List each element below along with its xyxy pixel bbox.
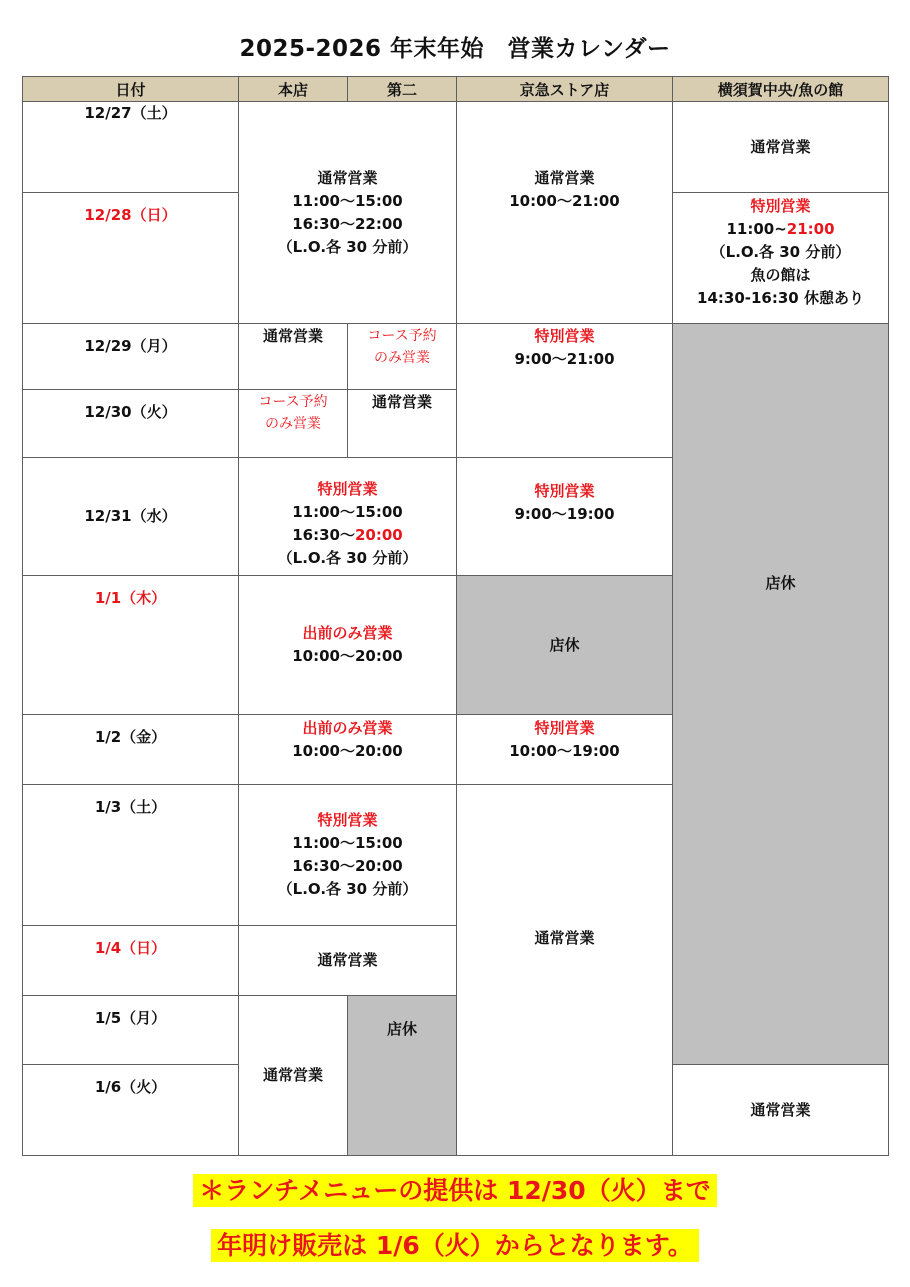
date-cell-0105: 1/5（月） <box>23 996 239 1065</box>
keikyu-0103-0106 <box>457 785 673 1156</box>
cell-line: 11:00～15:00 <box>292 502 403 521</box>
cell-line: 通常営業 <box>750 137 811 156</box>
special-label: 特別営業 <box>534 482 595 500</box>
yokosuka-0106 <box>673 1065 889 1156</box>
notice-lunch <box>0 1171 910 1207</box>
time-red: 20:00 <box>355 525 403 544</box>
cell-line: 11:00～15:00 <box>292 191 403 210</box>
date-cell-1230: 12/30（火） <box>23 390 239 458</box>
time-prefix: 16:30～ <box>292 525 355 544</box>
yokosuka-closed-1229-0105 <box>673 324 889 1065</box>
cell-line: 通常営業 <box>262 1066 323 1084</box>
special-label: 特別営業 <box>534 327 595 345</box>
cell-line: 通常営業 <box>534 168 595 187</box>
cell-line: （L.O.各 30 分前） <box>277 880 418 898</box>
date-cell-0106: 1/6（火） <box>23 1065 239 1156</box>
honten-daini-0102 <box>239 715 457 785</box>
header-keikyu: 京急ストア店 <box>457 77 673 102</box>
closed-label: 店休 <box>549 635 580 654</box>
special-label: 特別営業 <box>317 811 378 829</box>
special-label: 特別営業 <box>750 197 811 215</box>
special-label: 特別営業 <box>534 719 595 737</box>
header-honten: 本店 <box>239 77 348 102</box>
special-label: 出前のみ営業 <box>302 624 393 642</box>
cell-line: 10:00～19:00 <box>509 742 620 760</box>
cell-line: 通常営業 <box>371 393 432 411</box>
date-cell-1231: 12/31（水） <box>23 458 239 576</box>
cell-line: （L.O.各 30 分前） <box>710 243 851 261</box>
date-cell-1228: 12/28（日） <box>23 193 239 324</box>
cell-line: 通常営業 <box>750 1100 811 1119</box>
date-cell-0104: 1/4（日） <box>23 926 239 996</box>
notice-lunch-text: ＊ランチメニューの提供は 12/30（火）まで <box>193 1174 716 1207</box>
keikyu-1231 <box>457 458 673 576</box>
cell-line: 通常営業 <box>534 929 595 947</box>
honten-0105-0106 <box>239 996 348 1156</box>
cell-line: （L.O.各 30 分前） <box>277 548 418 567</box>
cell-line <box>673 218 888 241</box>
daini-1229 <box>348 324 457 390</box>
header-daini: 第二 <box>348 77 457 102</box>
date-cell-0101: 1/1（木） <box>23 576 239 715</box>
closed-label: 店休 <box>765 574 796 592</box>
keikyu-0102 <box>457 715 673 785</box>
time-prefix: 11:00~ <box>726 220 787 238</box>
cell-line: コース予約 <box>258 394 328 410</box>
cell-line: 9:00～19:00 <box>514 505 615 523</box>
table-row <box>23 324 889 390</box>
date-cell-1227: 12/27（土） <box>23 102 239 193</box>
table-row <box>23 102 889 193</box>
honten-daini-1231 <box>239 458 457 576</box>
header-row <box>23 77 889 102</box>
special-label: 出前のみ営業 <box>302 719 393 737</box>
cell-line: 16:30～20:00 <box>292 857 403 875</box>
cell-line: 11:00～15:00 <box>292 834 403 852</box>
notice-new-year <box>0 1226 910 1262</box>
time-red: 21:00 <box>786 220 835 238</box>
honten-1229 <box>239 324 348 390</box>
honten-daini-0103 <box>239 785 457 926</box>
notice-new-year-text: 年明け販売は 1/6（火）からとなります。 <box>211 1229 699 1262</box>
cell-line: 通常営業 <box>317 951 378 969</box>
honten-daini-0101 <box>239 576 457 715</box>
date-cell-0102: 1/2（金） <box>23 715 239 785</box>
closed-label: 店休 <box>386 1020 417 1038</box>
honten-1230 <box>239 390 348 458</box>
cell-line <box>239 524 456 547</box>
cell-line: 16:30～22:00 <box>292 214 403 233</box>
cell-line: 魚の館は <box>750 266 811 284</box>
yokosuka-1228 <box>673 193 889 324</box>
header-yokosuka: 横須賀中央/魚の館 <box>673 77 889 102</box>
cell-line: 通常営業 <box>262 327 323 345</box>
cell-line: 10:00～20:00 <box>292 647 403 665</box>
keikyu-1229-1230 <box>457 324 673 458</box>
keikyu-1227-1228 <box>457 102 673 324</box>
cell-line: 10:00～20:00 <box>292 742 403 760</box>
page-title: 2025-2026 年末年始 営業カレンダー <box>239 36 671 62</box>
special-label: 特別営業 <box>317 479 378 498</box>
cell-line: 通常営業 <box>317 168 378 187</box>
daini-closed-0105-0106 <box>348 996 457 1156</box>
honten-daini-1227-1228 <box>239 102 457 324</box>
business-calendar-table <box>22 76 889 1156</box>
honten-daini-0104 <box>239 926 457 996</box>
daini-1230 <box>348 390 457 458</box>
yokosuka-1227 <box>673 102 889 193</box>
date-cell-1229: 12/29（月） <box>23 324 239 390</box>
cell-line: 9:00～21:00 <box>514 350 615 368</box>
cell-line: 14:30-16:30 休憩あり <box>697 289 864 307</box>
cell-line: 10:00～21:00 <box>509 191 620 210</box>
header-date: 日付 <box>23 77 239 102</box>
date-cell-0103: 1/3（土） <box>23 785 239 926</box>
cell-line: のみ営業 <box>265 416 321 432</box>
cell-line: のみ営業 <box>374 350 430 366</box>
cell-line: コース予約 <box>367 328 437 344</box>
cell-line: （L.O.各 30 分前） <box>277 237 418 256</box>
keikyu-closed-0101 <box>457 576 673 715</box>
